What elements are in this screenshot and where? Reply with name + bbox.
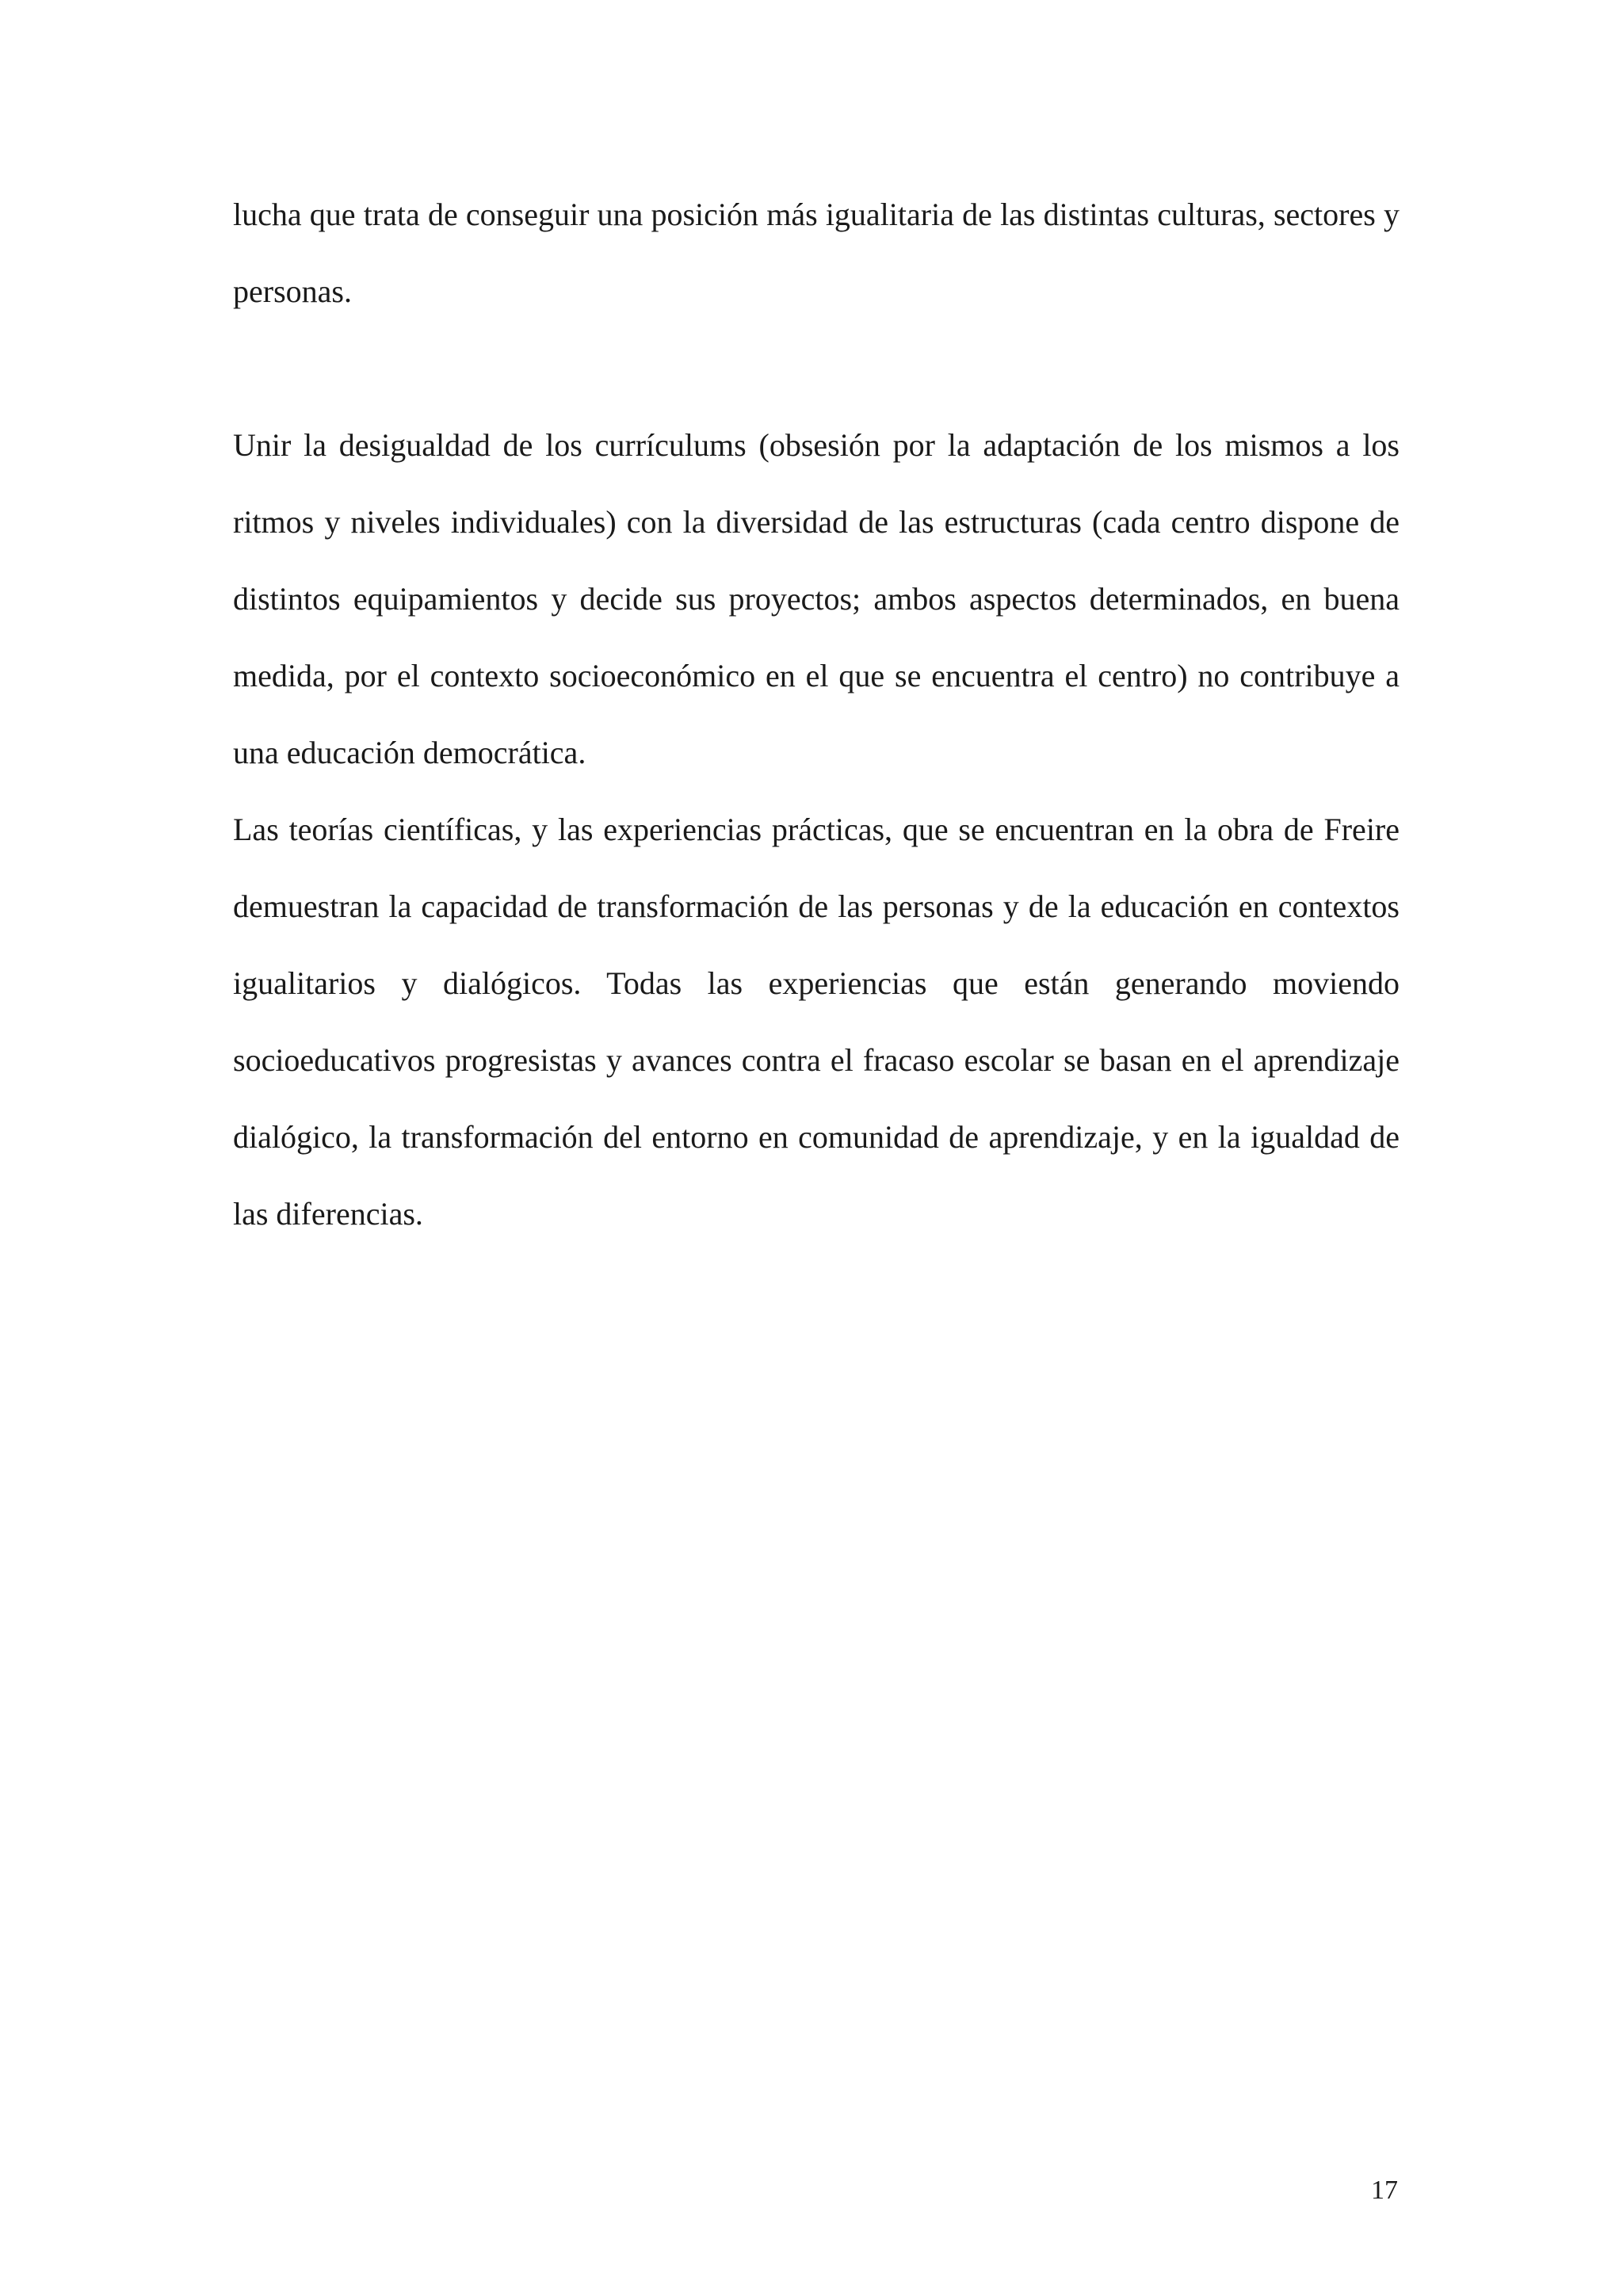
page-number: 17: [1371, 2176, 1398, 2205]
paragraph-continuation: lucha que trata de conseguir una posición más igualitaria de las distintas culturas, sectores y personas.: [233, 197, 1400, 309]
paragraph-freire: Las teorías científicas, y las experiencias prácticas, que se encuentran en la obra de Freire demuestran la capacidad de transformación de las personas y de la educación en contextos igualitarios y dialógicos. Todas las experiencias que están generando moviendo socioeducativos progresistas y avances contra el fracaso escolar se basan en el aprendizaje dialógico, la transformación del entorno en comunidad de aprendizaje, y en la igualdad de las diferencias.: [233, 812, 1400, 1232]
paragraph-curriculum: Unir la desigualdad de los currículums (obsesión por la adaptación de los mismos a los ritmos y niveles individuales) con la diversidad de las estructuras (cada centro dispone de distintos equipamientos y decide sus proyectos; ambos aspectos determinados, en buena medida, por el contexto socioeconómico en el que se encuentra el centro) no contribuye a una educación democrática.: [233, 427, 1400, 770]
